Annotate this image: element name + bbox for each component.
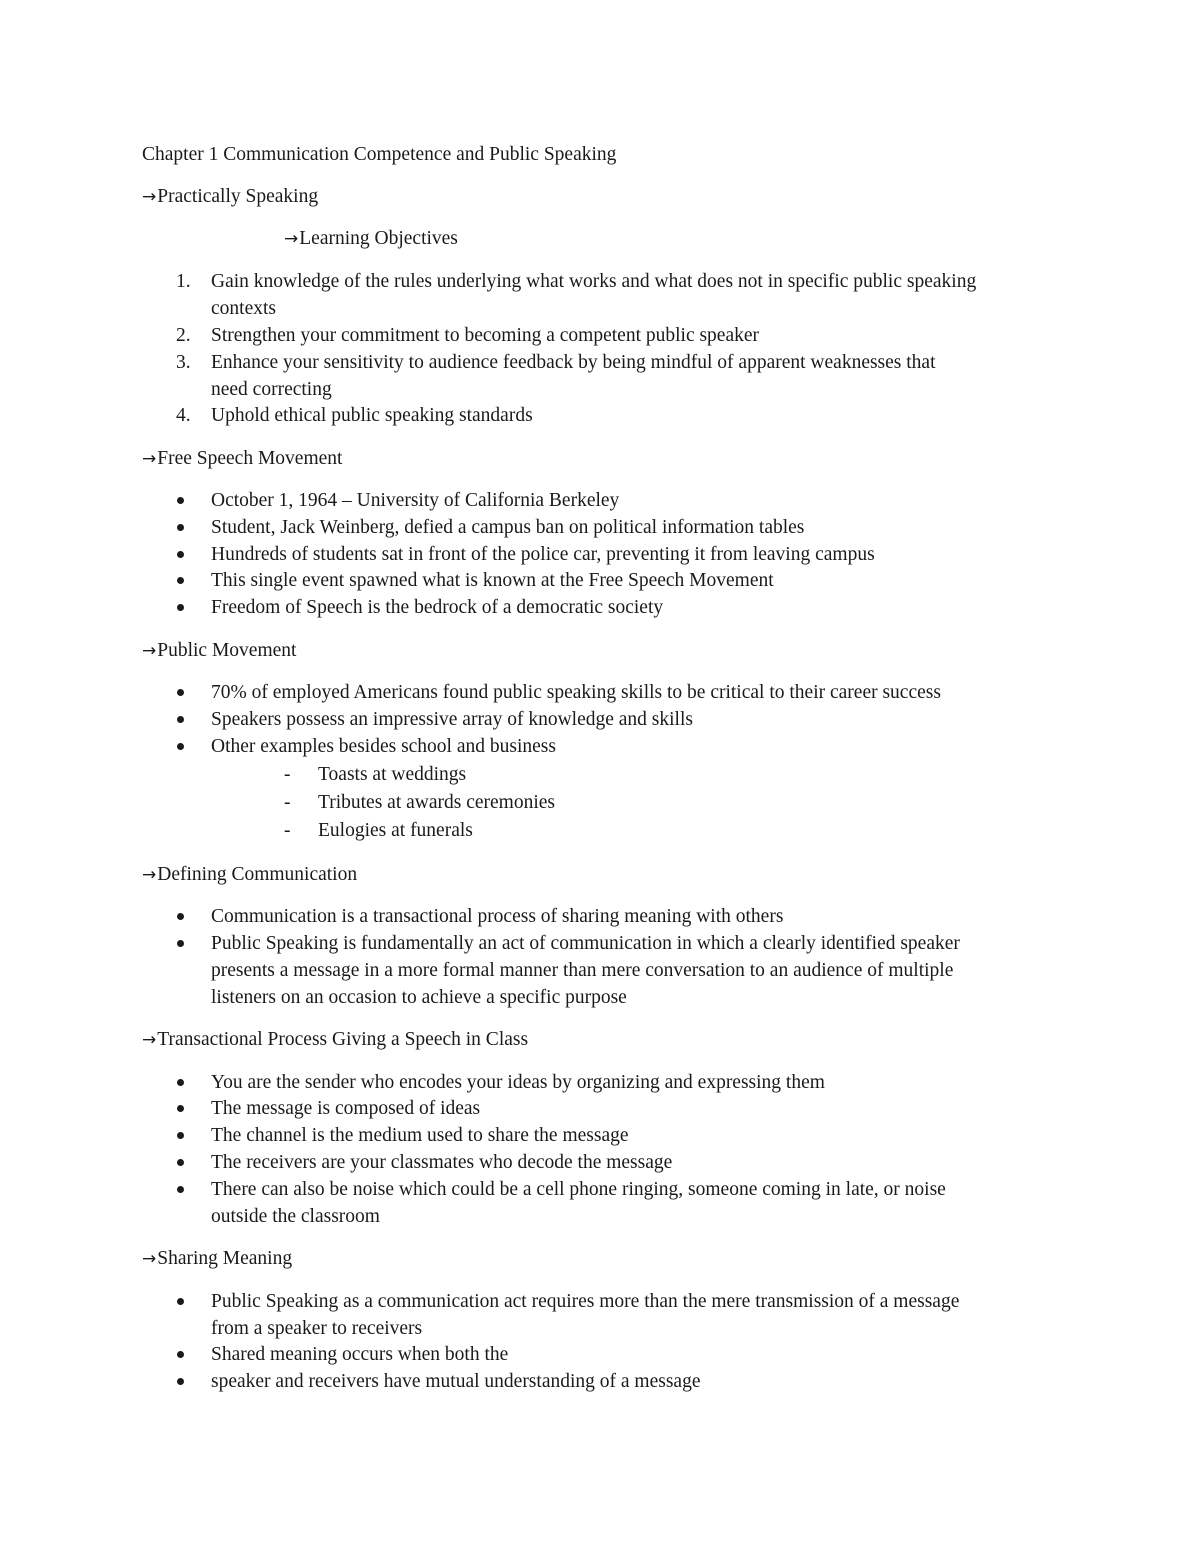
- list-item-text: There can also be noise which could be a cell phone ringing, someone coming in late, or noise: [211, 1179, 946, 1200]
- list-item-text: The channel is the medium used to share the message: [211, 1125, 629, 1146]
- list-item-text: 70% of employed Americans found public speaking skills to be critical to their career success: [211, 682, 941, 703]
- list-item-text: speaker and receivers have mutual understanding of a message: [211, 1371, 701, 1392]
- sub-list-item-text: Toasts at weddings: [318, 764, 467, 785]
- arrow-icon: →: [142, 1030, 157, 1050]
- bullet-icon: [177, 1105, 184, 1112]
- list-number: 2.: [176, 325, 191, 346]
- dash-marker: -: [284, 764, 291, 785]
- list-item-text: Strengthen your commitment to becoming a competent public speaker: [211, 325, 760, 346]
- arrow-icon: →: [142, 1249, 157, 1269]
- arrow-icon: →: [284, 229, 299, 249]
- list-item-text: Communication is a transactional process of sharing meaning with others: [211, 906, 784, 927]
- list-number: 3.: [176, 352, 191, 373]
- bullet-icon: [177, 716, 184, 723]
- sub-list-item-text: Eulogies at funerals: [318, 820, 473, 841]
- list-item-text: listeners on an occasion to achieve a specific purpose: [211, 987, 627, 1008]
- list-item-text: contexts: [211, 298, 276, 319]
- list-item-text: Speakers possess an impressive array of knowledge and skills: [211, 709, 693, 730]
- list-item-text: Shared meaning occurs when both the: [211, 1344, 509, 1365]
- bullet-icon: [177, 743, 184, 750]
- subheading-learning-objectives: →Learning Objectives: [284, 228, 458, 249]
- list-item-text: The receivers are your classmates who decode the message: [211, 1152, 673, 1173]
- dash-marker: -: [284, 792, 291, 813]
- arrow-icon: →: [142, 449, 157, 469]
- list-item-text: Gain knowledge of the rules underlying what works and what does not in specific public speaking: [211, 271, 977, 292]
- section-heading-public-movement: →Public Movement: [142, 640, 297, 661]
- list-item-text: This single event spawned what is known at the Free Speech Movement: [211, 570, 774, 591]
- bullet-icon: [177, 524, 184, 531]
- list-item-text: Freedom of Speech is the bedrock of a democratic society: [211, 597, 664, 618]
- sub-list-item-text: Tributes at awards ceremonies: [318, 792, 556, 813]
- list-number: 4.: [176, 405, 191, 426]
- dash-marker: -: [284, 820, 291, 841]
- bullet-icon: [177, 1378, 184, 1385]
- arrow-icon: →: [142, 641, 157, 661]
- bullet-icon: [177, 1132, 184, 1139]
- list-item-text: The message is composed of ideas: [211, 1098, 481, 1119]
- list-item-text: Enhance your sensitivity to audience feedback by being mindful of apparent weaknesses that: [211, 352, 936, 373]
- bullet-icon: [177, 551, 184, 558]
- arrow-icon: →: [142, 865, 157, 885]
- list-item-text: Student, Jack Weinberg, defied a campus ban on political information tables: [211, 517, 805, 538]
- list-item-text: outside the classroom: [211, 1206, 380, 1227]
- list-item-text: need correcting: [211, 379, 332, 400]
- bullet-icon: [177, 913, 184, 920]
- bullet-icon: [177, 1351, 184, 1358]
- bullet-icon: [177, 1186, 184, 1193]
- list-item-text: Uphold ethical public speaking standards: [211, 405, 533, 426]
- list-item-text: Public Speaking as a communication act requires more than the mere transmission of a message: [211, 1291, 960, 1312]
- section-heading-free-speech-movement: →Free Speech Movement: [142, 448, 343, 469]
- section-heading-transactional-process: →Transactional Process Giving a Speech in Class: [142, 1029, 529, 1050]
- section-heading-defining-communication: →Defining Communication: [142, 864, 358, 885]
- list-item-text: presents a message in a more formal manner than mere conversation to an audience of multiple: [211, 960, 954, 981]
- bullet-icon: [177, 689, 184, 696]
- section-heading-practically-speaking: →Practically Speaking: [142, 186, 319, 207]
- bullet-icon: [177, 577, 184, 584]
- list-item-text: Other examples besides school and business: [211, 736, 556, 757]
- bullet-icon: [177, 1298, 184, 1305]
- bullet-icon: [177, 1159, 184, 1166]
- list-item-text: Public Speaking is fundamentally an act of communication in which a clearly identified speaker: [211, 933, 960, 954]
- bullet-icon: [177, 604, 184, 611]
- list-item-text: from a speaker to receivers: [211, 1318, 423, 1339]
- bullet-icon: [177, 497, 184, 504]
- list-number: 1.: [176, 271, 191, 292]
- bullet-icon: [177, 1079, 184, 1086]
- list-item-text: October 1, 1964 – University of California Berkeley: [211, 490, 620, 511]
- document-title: Chapter 1 Communication Competence and Public Speaking: [142, 144, 617, 165]
- list-item-text: You are the sender who encodes your ideas by organizing and expressing them: [211, 1072, 825, 1093]
- list-item-text: Hundreds of students sat in front of the police car, preventing it from leaving campus: [211, 544, 875, 565]
- section-heading-sharing-meaning: →Sharing Meaning: [142, 1248, 293, 1269]
- bullet-icon: [177, 940, 184, 947]
- arrow-icon: →: [142, 187, 157, 207]
